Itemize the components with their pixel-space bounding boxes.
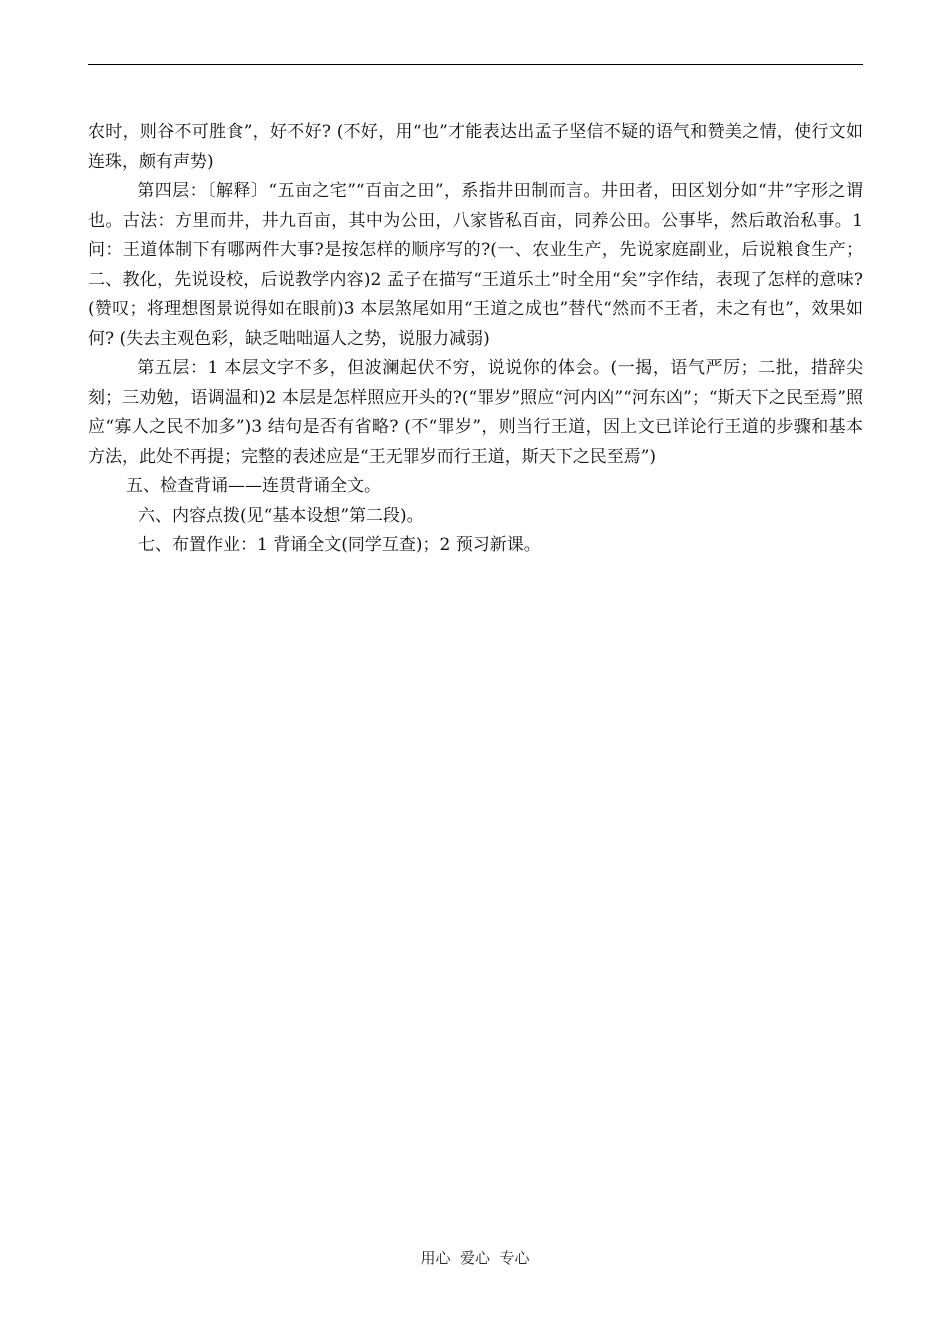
page-footer: 用心 爱心 专心 [420,1249,530,1267]
header-rule [88,64,863,65]
paragraph-layer-five: 第五层：1 本层文字不多，但波澜起伏不穷，说说你的体会。(一揭，语气严厉；二批，措辞尖刻；三劝勉，语调温和)2 本层是怎样照应开头的?(“罪岁”照应“河内凶”“河东凶”；“斯天下之民至焉”照应“寡人之民不加多”)3 结句是否有省略? (不“罪岁”，则当行王道，因上文已详论行王道的步骤和基本方法，此处不再提；完整的表述应是“王无罪岁而行王道，斯天下之民至焉”) [88,358,863,467]
list-item-recitation-check: 五、检查背诵——连贯背诵全文。 [126,476,381,496]
paragraph-continuation: 农时，则谷不可胜食”，好不好? (不好，用“也”才能表达出孟子坚信不疑的语气和赞美之情，使行文如连珠，颇有声势) [88,122,863,172]
list-item-homework: 七、布置作业：1 背诵全文(同学互查)；2 预习新课。 [138,535,541,555]
document-body [88,118,863,561]
paragraph-layer-four: 第四层：〔解释〕“五亩之宅”“百亩之田”，系指井田制而言。井田者，田区划分如“井”字形之谓也。古法：方里而井，井九百亩，其中为公田，八家皆私百亩，同养公田。公事毕，然后敢治私事。1 问：王道体制下有哪两件大事?是按怎样的顺序写的?(一、农业生产，先说家庭副业，后说粮食生产；二、教化，先说设校，后说教学内容)2 孟子在描写“王道乐土”时全用“矣”字作结，表现了怎样的意味?(赞叹；将理想图景说得如在眼前)3 本层煞尾如用“王道之成也”替代“然而不王者，未之有也”，效果如何? (失去主观色彩，缺乏咄咄逼人之势，说服力减弱) [88,181,863,349]
list-item-content-guidance: 六、内容点拨(见“基本设想”第二段)。 [138,505,424,526]
